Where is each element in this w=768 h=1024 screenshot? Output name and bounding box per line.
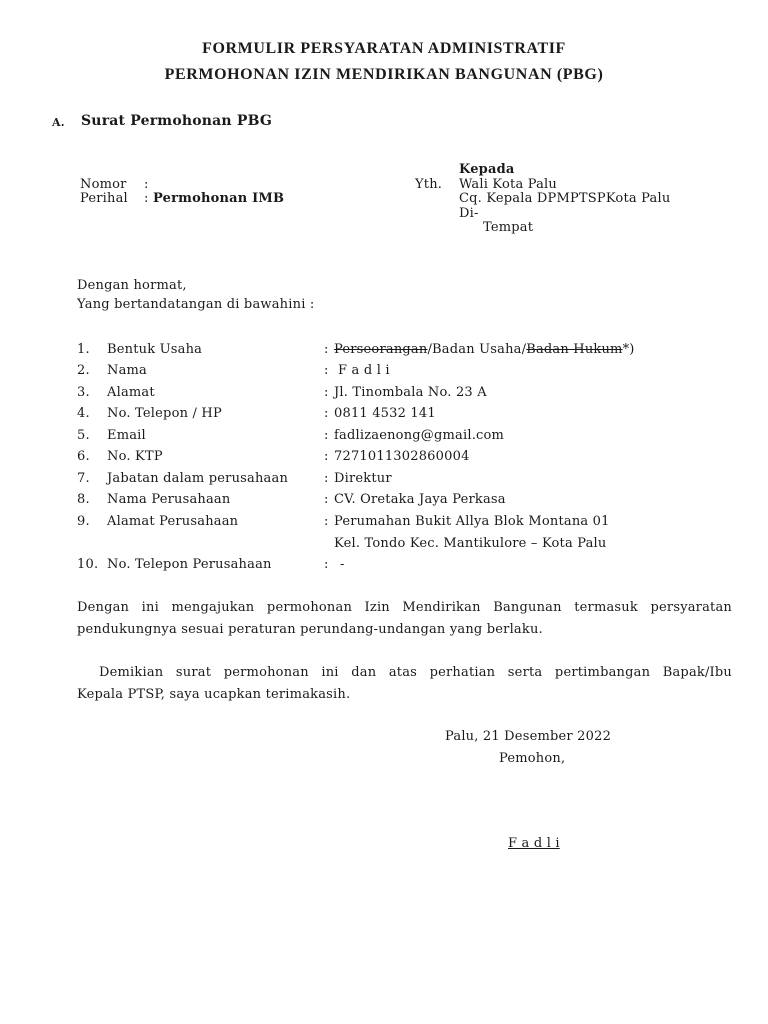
footnote-marker: *) bbox=[622, 342, 635, 357]
paragraph-1-line-2: pendukungnya sesuai peraturan perundang-undangan yang berlaku. bbox=[77, 622, 543, 637]
field-number: 10. bbox=[77, 557, 99, 572]
addressee-line-3: Di- bbox=[459, 206, 479, 221]
field-colon: : bbox=[324, 406, 329, 421]
field-label: No. Telepon Perusahaan bbox=[107, 557, 272, 572]
field-value: - bbox=[340, 557, 345, 572]
greeting: Dengan hormat, bbox=[77, 278, 187, 293]
field-label: Email bbox=[107, 428, 146, 443]
field-value-continuation: Kel. Tondo Kec. Mantikulore – Kota Palu bbox=[334, 536, 607, 551]
paragraph-2-line-2: Kepala PTSP, saya ucapkan terimakasih. bbox=[77, 687, 351, 702]
yth-label: Yth. bbox=[415, 177, 443, 192]
kepada-label: Kepada bbox=[459, 162, 515, 177]
place-date: Palu, 21 Desember 2022 bbox=[445, 729, 612, 744]
field-label: No. KTP bbox=[107, 449, 163, 464]
option-badan-usaha: /Badan Usaha/ bbox=[427, 342, 527, 357]
paragraph-2-line-1: Demikian surat permohonan ini dan atas perhatian serta pertimbangan Bapak/Ibu bbox=[99, 665, 732, 680]
field-label: No. Telepon / HP bbox=[107, 406, 222, 421]
field-number: 2. bbox=[77, 363, 90, 378]
addressee-line-2: Cq. Kepala DPMPTSPKota Palu bbox=[459, 191, 671, 206]
field-label: Bentuk Usaha bbox=[107, 342, 203, 357]
field-value: CV. Oretaka Jaya Perkasa bbox=[334, 492, 506, 507]
field-value: Direktur bbox=[334, 471, 392, 486]
field-colon: : bbox=[324, 514, 329, 529]
signatory-name: F a d l i bbox=[508, 836, 560, 851]
field-colon: : bbox=[324, 342, 329, 357]
field-colon: : bbox=[324, 557, 329, 572]
field-label: Alamat Perusahaan bbox=[107, 514, 239, 529]
field-colon: : bbox=[324, 385, 329, 400]
addressee-line-4: Tempat bbox=[483, 220, 534, 235]
nomor-label: Nomor bbox=[80, 177, 127, 192]
field-value: Jl. Tinombala No. 23 A bbox=[334, 385, 487, 400]
field-colon: : bbox=[324, 428, 329, 443]
paragraph-1-line-1: Dengan ini mengajukan permohonan Izin Mendirikan Bangunan termasuk persyaratan bbox=[77, 600, 732, 615]
field-label: Nama bbox=[107, 363, 148, 378]
field-value: fadlizaenong@gmail.com bbox=[334, 428, 505, 443]
perihal-value: Permohonan IMB bbox=[153, 191, 285, 206]
field-colon: : bbox=[324, 449, 329, 464]
option-perseorangan: Perseorangan bbox=[334, 342, 428, 357]
perihal-label: Perihal bbox=[80, 191, 128, 206]
signatory-role: Pemohon, bbox=[499, 751, 566, 766]
field-number: 1. bbox=[77, 342, 90, 357]
field-number: 9. bbox=[77, 514, 90, 529]
field-number: 3. bbox=[77, 385, 90, 400]
field-value: Perumahan Bukit Allya Blok Montana 01 bbox=[334, 514, 610, 529]
field-number: 4. bbox=[77, 406, 90, 421]
field-number: 7. bbox=[77, 471, 90, 486]
option-badan-hukum: Badan Hukum bbox=[526, 342, 623, 357]
field-value: 0811 4532 141 bbox=[334, 406, 436, 421]
document-title-line-2: PERMOHONAN IZIN MENDIRIKAN BANGUNAN (PBG) bbox=[164, 66, 604, 83]
field-number: 6. bbox=[77, 449, 90, 464]
perihal-colon: : bbox=[144, 191, 149, 206]
field-label: Jabatan dalam perusahaan bbox=[107, 471, 289, 486]
addressee-line-1: Wali Kota Palu bbox=[459, 177, 557, 192]
nomor-colon: : bbox=[144, 177, 149, 192]
field-colon: : bbox=[324, 363, 329, 378]
field-number: 5. bbox=[77, 428, 90, 443]
document-title-line-1: FORMULIR PERSYARATAN ADMINISTRATIF bbox=[202, 40, 566, 57]
field-colon: : bbox=[324, 471, 329, 486]
section-marker: A. bbox=[52, 116, 65, 129]
field-number: 8. bbox=[77, 492, 90, 507]
field-value: 7271011302860004 bbox=[334, 449, 470, 464]
field-value: F a d l i bbox=[338, 363, 390, 378]
bentuk-usaha-value bbox=[334, 342, 635, 357]
field-colon: : bbox=[324, 492, 329, 507]
field-label: Alamat bbox=[107, 385, 155, 400]
section-title: Surat Permohonan PBG bbox=[81, 113, 273, 129]
intro-line: Yang bertandatangan di bawahini : bbox=[77, 297, 315, 312]
field-label: Nama Perusahaan bbox=[107, 492, 231, 507]
